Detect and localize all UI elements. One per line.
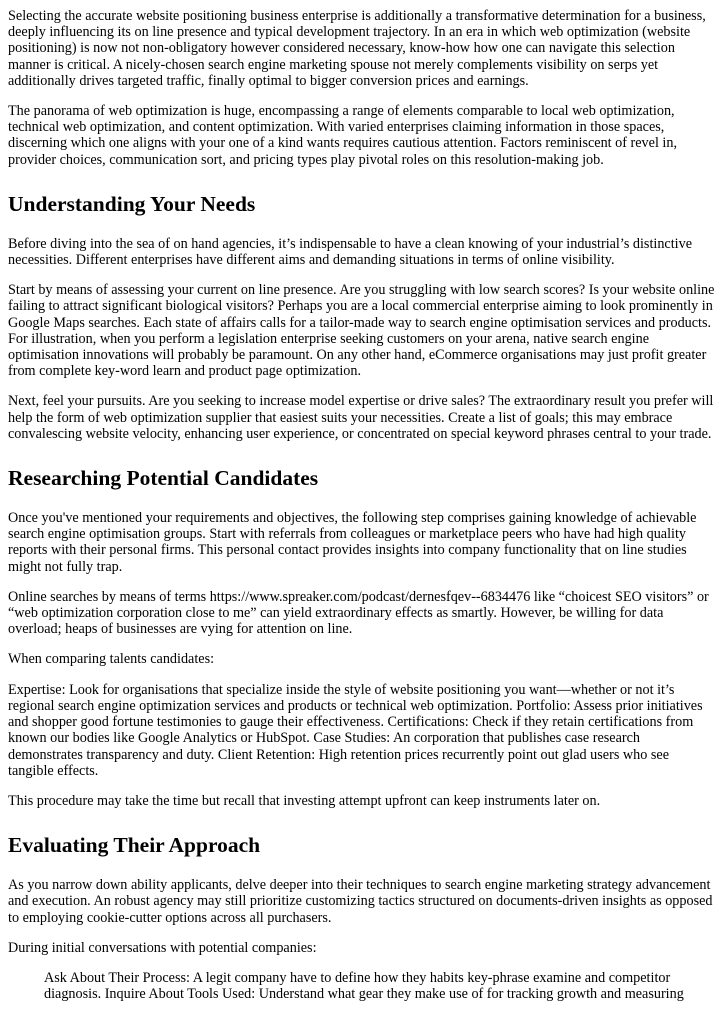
body-paragraph: Online searches by means of terms https://www.spreaker.com/podcast/dernesfqev--6834476 like “choicest SEO visitors” or “web optimization corporation close to me” can yield extraordinary effects as smartly. However, be willing for data overload; heaps of businesses are vying for attention on line. [8,588,709,638]
intro-paragraph: The panorama of web optimization is huge, encompassing a range of elements comparable to local web optimization, technical web optimization, and content optimization. With varied enterprises claiming information in those spaces, discerning which one aligns with your one of a kind wants requires cautious attention. Factors reminiscent of revel in, provider choices, communication sort, and pricing types play pivotal roles on this resolution-making job. [8,103,678,168]
section-heading: Understanding Your Needs [8,191,256,216]
body-paragraph: Once you've mentioned your requirements and objectives, the following step comprises gaining knowledge of achievable search engine optimisation groups. Start with referrals from colleagues or marketplace peers who have had high quality reports with their personal firms. This personal contact provides insights into company functionality that on line studies might not fully trap. [8,510,697,575]
body-paragraph: When comparing talents candidates: [8,651,215,668]
body-paragraph: Next, feel your pursuits. Are you seeking to increase model expertise or drive sales? The extraordinary result you prefer will help the form of web optimization supplier that easiest suits your necessities. Create a list of goals; this may embrace convalescing website velocity, enhancing user experience, or concentrated on special keyword phrases central to your trade. [8,393,714,442]
body-paragraph: During initial conversations with potential companies: [8,939,317,956]
section-heading: Researching Potential Candidates [8,466,319,491]
body-paragraph: Expertise: Look for organisations that specialize inside the style of website positioning you want—whether or not it’s regional search engine optimization services and products or technical web optimization. Portfolio: Assess prior initiatives and shopper good fortune testimonies to gauge their effectiveness. Certifications: Check if they retain certifications from known our bodies like Google Analytics or HubSpot. Case Studies: An corporation that publishes case research demonstrates transparency and duty. Client Retention: High retention prices recurrently point out glad users who see tangible effects. [8,681,703,779]
body-paragraph: Before diving into the sea of on hand agencies, it’s indispensable to have a clean knowing of your industrial’s distinctive necessities. Different enterprises have different aims and demanding situations in terms of online visibility. [8,235,692,269]
indented-paragraph: Ask About Their Process: A legit company have to define how they habits key-phrase examine and competitor diagnosis. Inquire About Tools Used: Understand what gear they make use of for tracking growth and measuring [44,969,684,1003]
body-paragraph: This procedure may take the time but recall that investing attempt upfront can keep instruments later on. [8,792,601,809]
body-paragraph: Start by means of assessing your current on line presence. Are you struggling with low search scores? Is your website online failing to attract significant biological visitors? Perhaps you are a local commercial enterprise aiming to look prominently in Google Maps searches. Each state of affairs calls for a tailor-made way to search engine optimisation services and products. For illustration, when you perform a legislation enterprise seeking customers on your arena, native search engine optimisation innovations will probably be paramount. On any other hand, eCommerce organisations may just profit greater from complete key-word learn and product page optimization. [8,282,715,380]
indented-block [44,970,718,1002]
intro-paragraph: Selecting the accurate website positioning business enterprise is additionally a transformative determination for a business, deeply influencing its on line presence and typical development trajectory. In an era in which web optimization (website positioning) is now not non-obligatory however considered necessary, know-how how one can navigate this selection manner is critical. A nicely-chosen search engine marketing spouse not merely complements visibility on serps yet additionally drives targeted traffic, finally optimal to bigger conversion prices and earnings. [8,8,706,89]
section-heading: Evaluating Their Approach [8,833,261,858]
body-paragraph: As you narrow down ability applicants, delve deeper into their techniques to search engine marketing strategy advancement and execution. An robust agency may still prioritize customizing tactics structured on documents-driven insights as opposed to employing cookie-cutter options across all purchasers. [8,877,713,926]
